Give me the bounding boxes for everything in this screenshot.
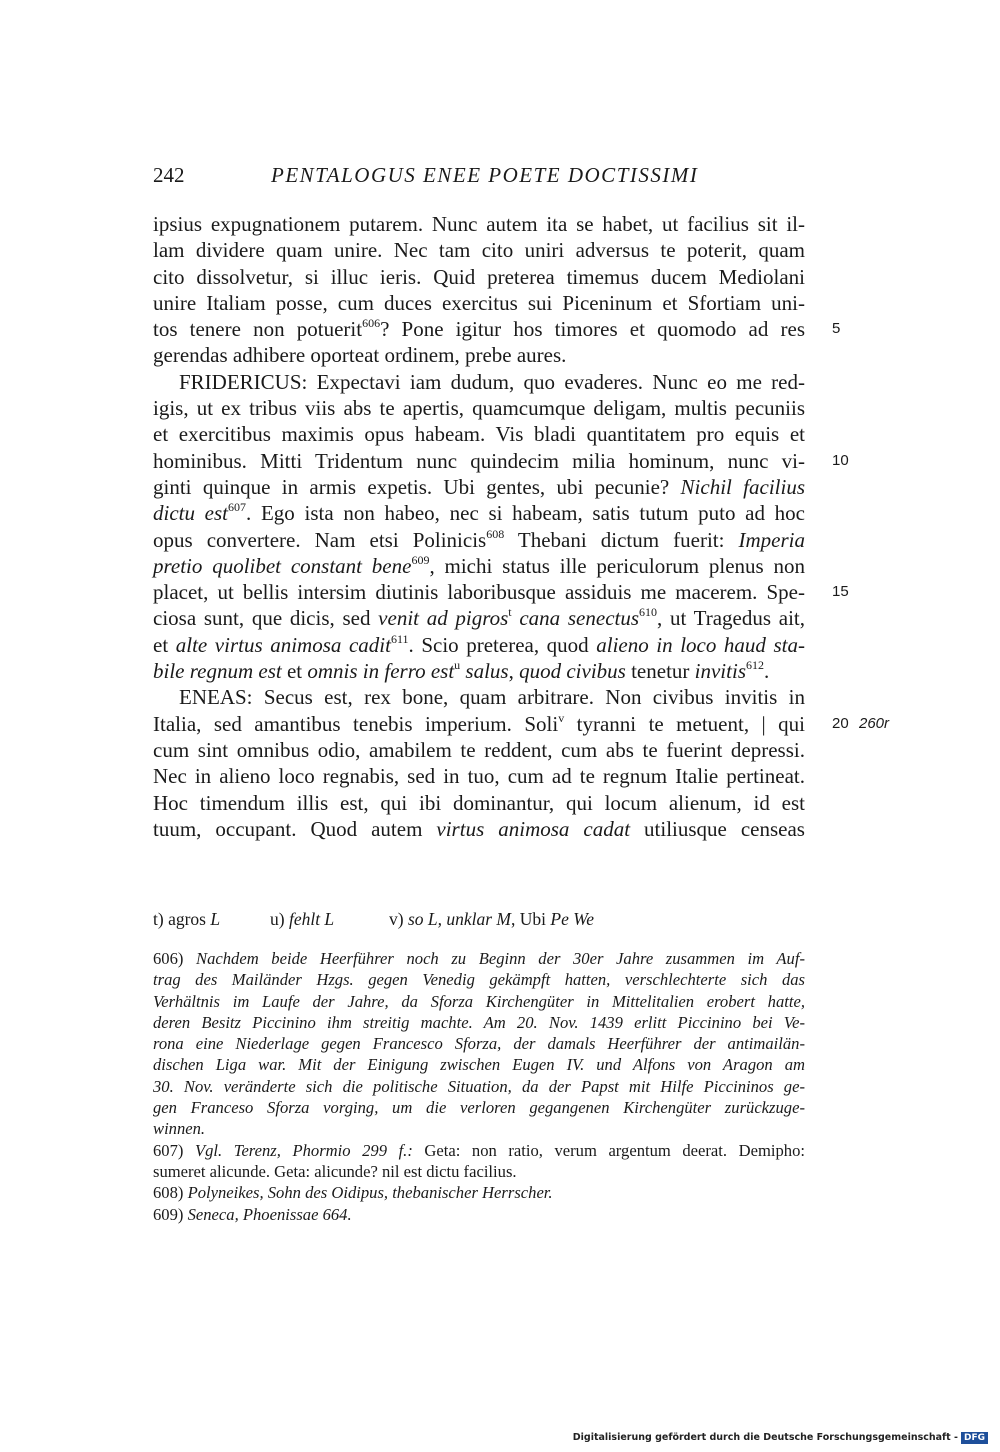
footnote-line: gen Franceso Sforza vorging, um die verloren gegangenen Kirchengüter zurückzuge- <box>153 1098 805 1118</box>
text-line: placet, ut bellis intersim diutinis laboribusque assiduis me macerem. Spe- 15 <box>153 580 849 605</box>
line-number: 5 <box>832 320 841 338</box>
text-line: bile regnum est et omnis in ferro est$^u$ salus, quod civibus tenetur invitis$^{612}$. <box>153 658 770 684</box>
text-line: hominibus. Mitti Tridentum nunc quindecim milia hominum, nunc vi- 10 <box>153 448 849 473</box>
apparatus-entry-u: u) fehlt L <box>270 909 335 929</box>
dfg-logo: DFG <box>961 1432 988 1444</box>
text-line: tuum, occupant. Quod autem virtus animosa cadat utiliusque censeas <box>153 816 805 841</box>
text-line: et alte virtus animosa cadit$^{611}$. Scio preterea, quod alieno in loco haud sta- <box>153 631 805 657</box>
footnote-607: 607) Vgl. Terenz, Phormio 299 f.: Geta: non ratio, verum argentum deerat. Demipho: <box>153 1140 805 1160</box>
text-line: dictu est$^{607}$. Ego ista non habeo, nec si habeam, satis tutum puto ad hoc <box>153 500 805 526</box>
apparatus-entry-t: t) agros L <box>153 909 221 929</box>
text-line: Hoc timendum illis est, qui ibi dominantur, qui locum alienum, id est <box>153 790 805 815</box>
text-line: et exercitibus maximis opus habeam. Vis bladi quantitatem pro equis et <box>153 422 805 447</box>
text-line: gerendas adhibere oporteat ordinem, prebe aures. <box>153 343 567 368</box>
text-line: cum sint omnibus odio, amabilem te reddent, cum abs te fuerint depressi. <box>153 737 805 762</box>
footnote-606: 606) Nachdem beide Heerführer noch zu Beginn der 30er Jahre zusammen im Auf- <box>153 949 805 968</box>
main-text <box>153 211 890 842</box>
line-number: 10 <box>832 451 849 469</box>
footnote-line: dischen Liga war. Mit der Einigung zwischen Eugen IV. und Alfons von Aragon am <box>153 1055 805 1075</box>
footnote-line: deren Besitz Piccinino ihm streitig machte. Am 20. Nov. 1439 erlitt Piccinino bei Ve- <box>153 1012 805 1032</box>
footnote-line: sumeret alicunde. Geta: alicunde? nil est dictu facilius. <box>153 1161 517 1181</box>
text-line: ginti quinque in armis expetis. Ubi gentes, ubi pecunie? Nichil facilius <box>153 474 806 499</box>
text-line: lam dividere quam unire. Nec tam cito uniri adversus te poterit, quam <box>153 238 805 263</box>
text-line: tos tenere non potuerit$^{606}$? Pone igitur hos timores et quomodo ad res 5 <box>153 316 841 342</box>
footnote-line: 30. Nov. veränderte sich die politische Situation, da der Papst mit Hilfe Piccininos ge- <box>153 1076 805 1096</box>
text-line: FRIDERICUS: Expectavi iam dudum, quo evaderes. Nunc eo me red- <box>179 369 805 394</box>
dfg-credit: Digitalisierung gefördert durch die Deutsche Forschungsgemeinschaft - DFG <box>573 1432 988 1444</box>
text-line: ENEAS: Secus est, rex bone, quam arbitrare. Non civibus invitis in <box>179 685 805 710</box>
footnote-line: trag des Mailänder Hzgs. gegen Venedig gekämpft hatten, verschlechterte sich das <box>153 970 805 990</box>
line-number: 15 <box>832 583 849 601</box>
text-line: Italia, sed amantibus tenebis imperium. Soli$^v$ tyranni te metuent, | qui 20 260r <box>153 710 890 736</box>
critical-apparatus <box>153 906 813 932</box>
text-line: unire Italiam posse, cum duces exercitus sui Piceninum et Sfortiam uni- <box>153 290 805 315</box>
footnote-608: 608) Polyneikes, Sohn des Oidipus, thebanischer Herrscher. <box>153 1183 553 1203</box>
footnotes <box>153 948 805 1225</box>
text-line: Nec in alieno loco regnabis, sed in tuo, cum ad te regnum Italie pertineat. <box>153 764 805 789</box>
folio-marker: 260r <box>859 714 890 732</box>
page-number: 242 <box>153 163 185 187</box>
text-line: igis, ut ex tribus viis abs te apertis, quamcumque deligam, multis pecuniis <box>153 396 805 421</box>
running-header <box>153 163 873 195</box>
text-line: cito dissolvetur, si illuc ieris. Quid preterea timemus ducem Mediolani <box>153 264 805 289</box>
footnote-line: Verhältnis im Laufe der Jahre, da Sforza Kirchengüter in Mittelitalien erobert hatte, <box>153 991 805 1011</box>
text-line: ipsius expugnationem putarem. Nunc autem ita se habet, ut facilius sit il- <box>153 212 805 236</box>
footnote-line: rona eine Niederlage gegen Francesco Sforza, der damals Heerführer der antimailän- <box>153 1034 805 1054</box>
footnote-line: winnen. <box>153 1119 206 1139</box>
running-title: PENTALOGUS ENEE POETE DOCTISSIMI <box>271 163 699 187</box>
text-line: opus convertere. Nam etsi Polinicis$^{608}$ Thebani dictum fuerit: Imperia <box>153 526 805 552</box>
text-line: ciosa sunt, que dicis, sed venit ad pigros$^t$ cana senectus$^{610}$, ut Tragedus ait, <box>153 605 805 631</box>
line-number: 20 <box>832 714 849 732</box>
apparatus-entry-v: v) so L, unklar M, Ubi Pe We <box>389 909 594 929</box>
footnote-609: 609) Seneca, Phoenissae 664. <box>153 1204 352 1224</box>
text-line: pretio quolibet constant bene$^{609}$, michi status ille periculorum plenus non <box>153 552 805 578</box>
